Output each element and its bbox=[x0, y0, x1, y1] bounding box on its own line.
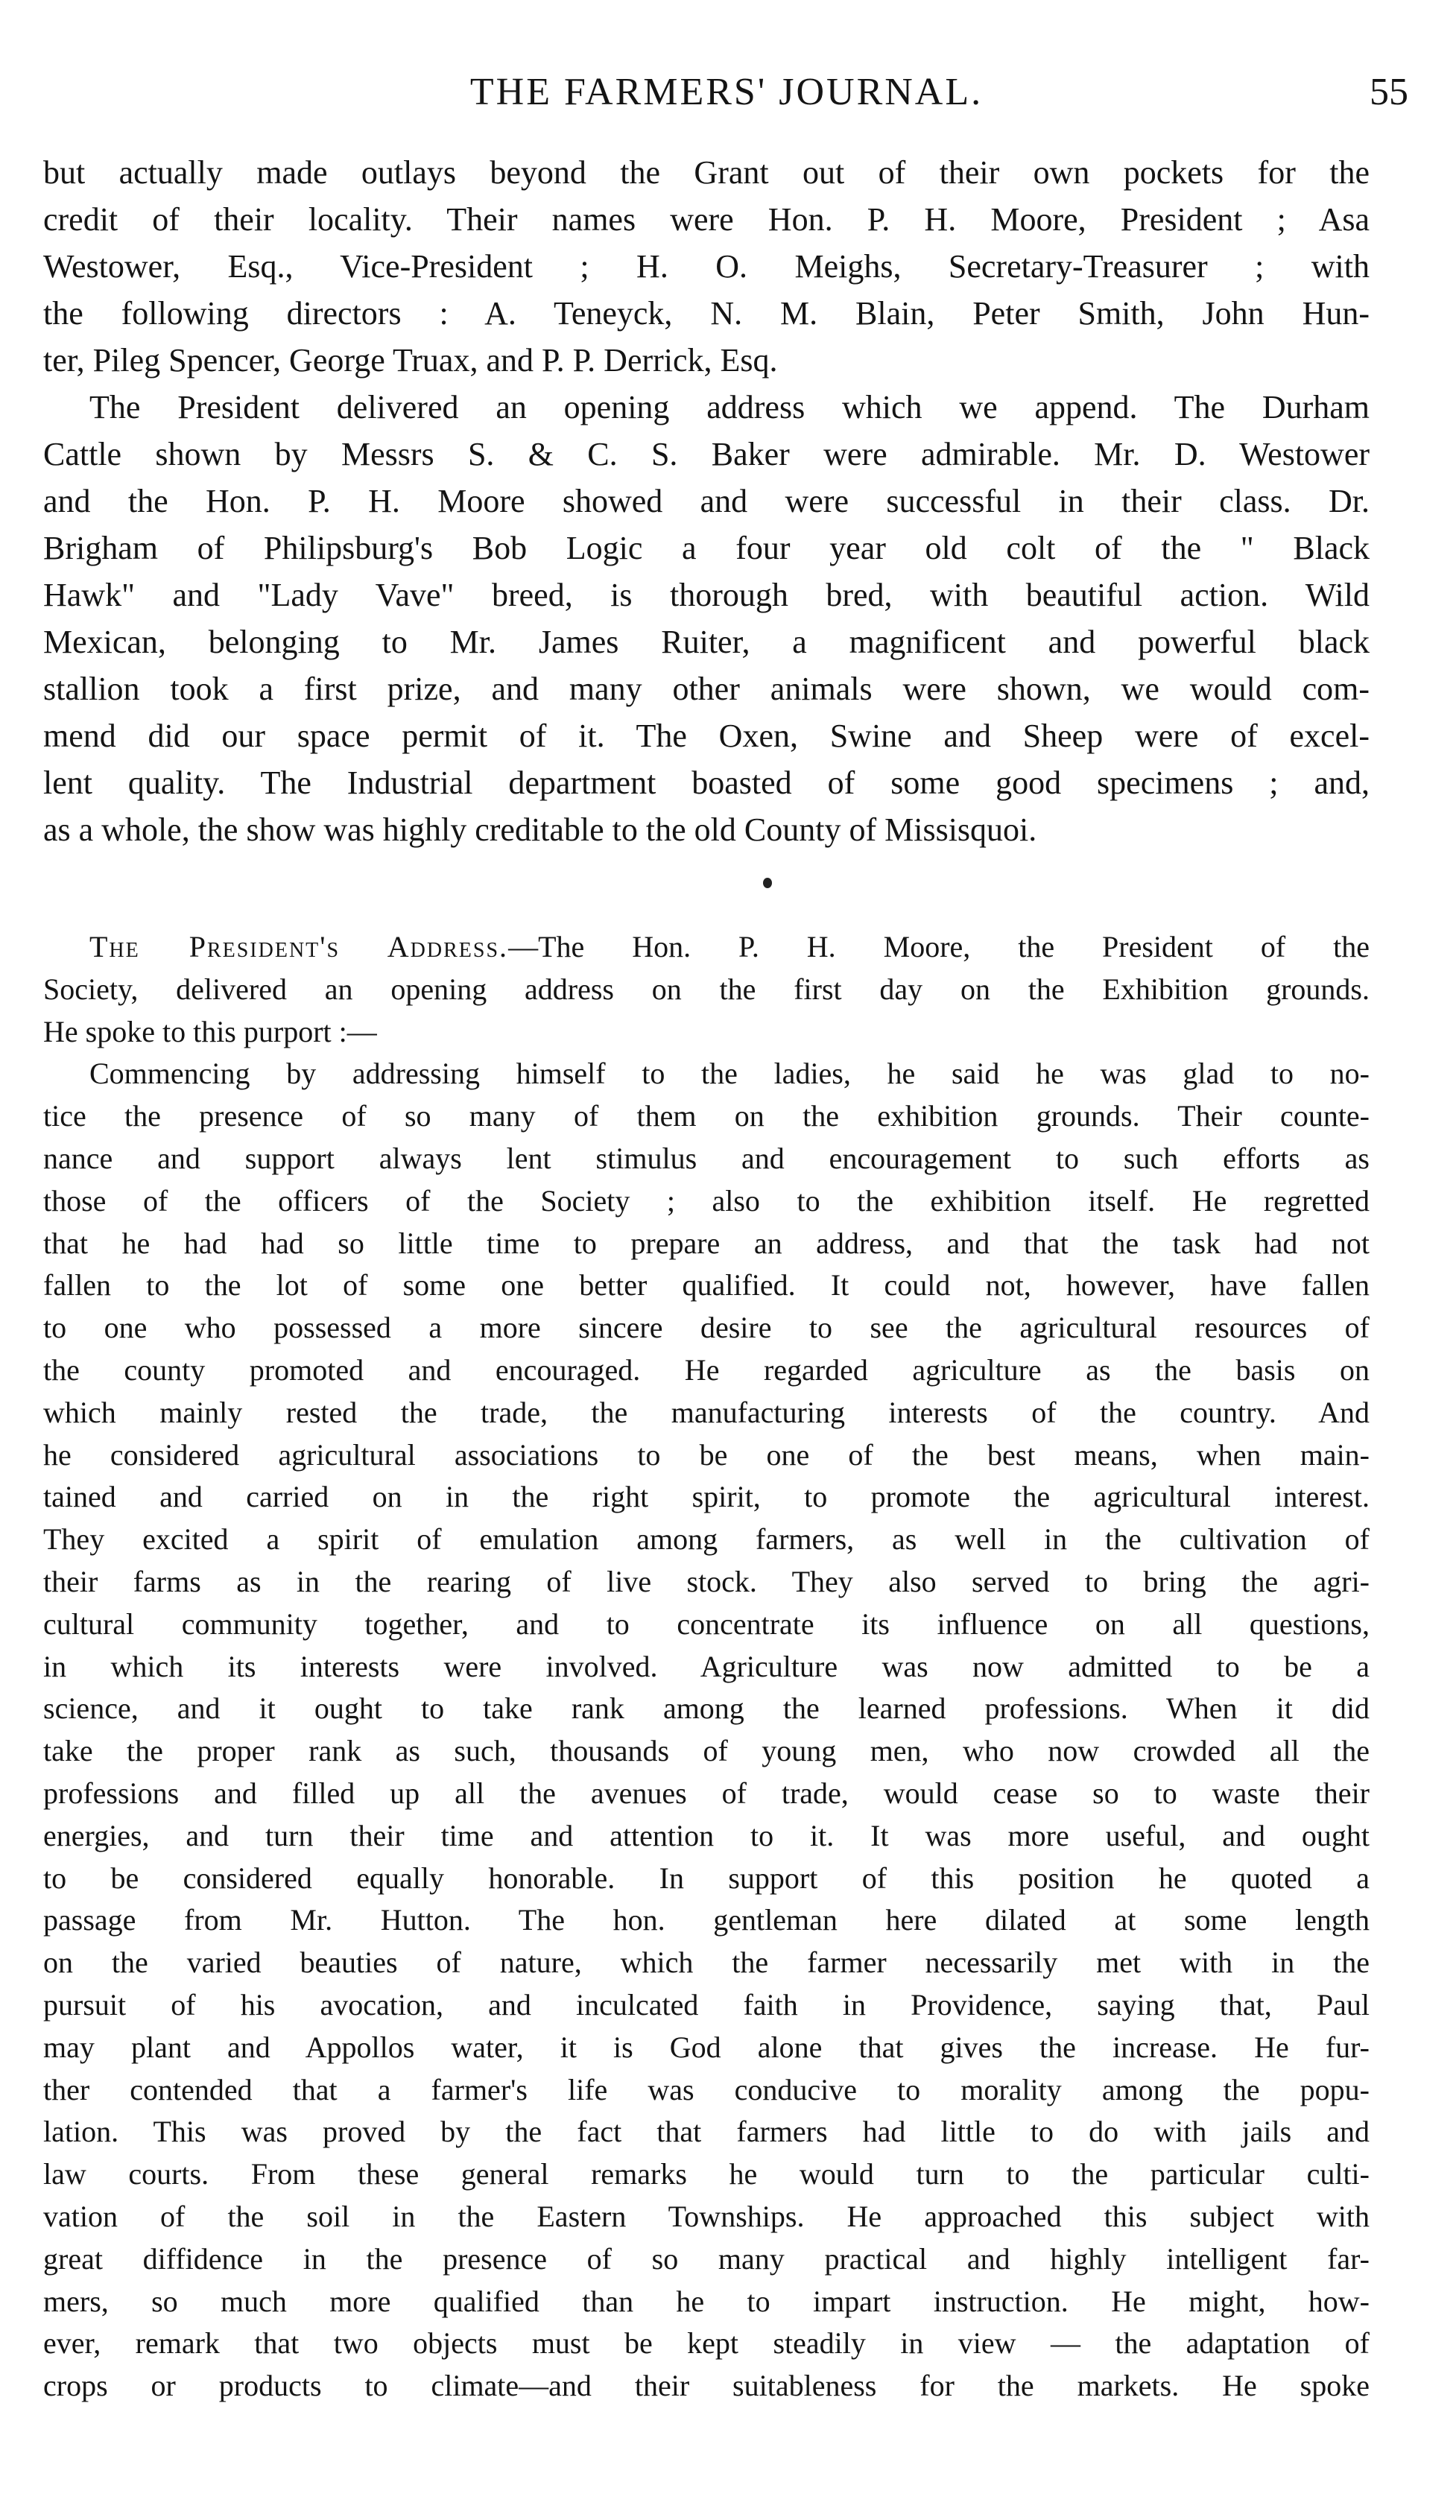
text-line: mend did our space permit of it. The Oxen, Swine and Sheep were of excel- bbox=[43, 718, 1370, 754]
presidents-address bbox=[43, 926, 1370, 2407]
text-line: pursuit of his avocation, and inculcated faith in Providence, saying that, Paul bbox=[43, 1987, 1370, 2022]
text-line: tice the presence of so many of them on the exhibition grounds. Their counte- bbox=[43, 1099, 1370, 1133]
text-line: Hawk" and "Lady Vave" breed, is thorough bred, with beautiful action. Wild bbox=[43, 577, 1370, 613]
text-line: but actually made outlays beyond the Grant out of their own pockets for the bbox=[43, 154, 1370, 191]
text-line: Commencing by addressing himself to the ladies, he said he was glad to no- bbox=[89, 1057, 1370, 1091]
text-line: credit of their locality. Their names were Hon. P. H. Moore, President ; Asa bbox=[43, 201, 1370, 238]
text-line: They excited a spirit of emulation among farmers, as well in the cultivation of bbox=[43, 1522, 1370, 1557]
text-line: in which its interests were involved. Agriculture was now admitted to be a bbox=[43, 1649, 1370, 1683]
text-line: tained and carried on in the right spirit, to promote the agricultural interest. bbox=[43, 1480, 1370, 1514]
text-line: Westower, Esq., Vice-President ; H. O. Meighs, Secretary-Treasurer ; with bbox=[43, 248, 1370, 285]
text-line: Cattle shown by Messrs S. & C. S. Baker were admirable. Mr. D. Westower bbox=[43, 436, 1370, 472]
text-line: that he had had so little time to prepare an address, and that the task had not bbox=[43, 1226, 1370, 1260]
exhibition-report bbox=[43, 149, 1370, 853]
page-number: 55 bbox=[1370, 71, 1408, 113]
text-line: those of the officers of the Society ; also to the exhibition itself. He regretted bbox=[43, 1183, 1370, 1218]
text-line: lation. This was proved by the fact that farmers had little to do with jails and bbox=[43, 2115, 1370, 2149]
text-line: The President delivered an opening address which we append. The Durham bbox=[89, 389, 1370, 425]
section-gap bbox=[43, 853, 1370, 926]
text-line: ther contended that a farmer's life was conducive to morality among the popu- bbox=[43, 2072, 1370, 2106]
text-line: He spoke to this purport :— bbox=[43, 1014, 377, 1048]
text-line: mers, so much more qualified than he to impart instruction. He might, how- bbox=[43, 2284, 1370, 2318]
text-line: Brigham of Philipsburg's Bob Logic a four year old colt of the " Black bbox=[43, 530, 1370, 566]
text-line: the following directors : A. Teneyck, N. M. Blain, Peter Smith, John Hun- bbox=[43, 295, 1370, 332]
text-line: lent quality. The Industrial department boasted of some good specimens ; and, bbox=[43, 764, 1370, 801]
text-line: take the proper rank as such, thousands of young men, who now crowded all the bbox=[43, 1734, 1370, 1768]
text-line: Mexican, belonging to Mr. James Ruiter, a magnificent and powerful black bbox=[43, 624, 1370, 660]
article-body bbox=[43, 149, 1370, 2407]
text-line: law courts. From these general remarks he would turn to the particular culti- bbox=[43, 2157, 1370, 2191]
text-line: energies, and turn their time and attention to it. It was more useful, and ought bbox=[43, 1818, 1370, 1852]
text-line: nance and support always lent stimulus and encouragement to such efforts as bbox=[43, 1141, 1370, 1175]
text-line: ever, remark that two objects must be kept steadily in view — the adaptation of bbox=[43, 2326, 1370, 2361]
text-line: their farms as in the rearing of live stock. They also served to bring the agri- bbox=[43, 1564, 1370, 1598]
running-title: THE FARMERS' JOURNAL. bbox=[469, 71, 984, 113]
text-line: to one who possessed a more sincere desire to see the agricultural resources of bbox=[43, 1311, 1370, 1345]
text-line: and the Hon. P. H. Moore showed and were successful in their class. Dr. bbox=[43, 483, 1370, 519]
text-line: professions and filled up all the avenues of trade, would cease so to waste their bbox=[43, 1776, 1370, 1810]
text-line: to be considered equally honorable. In support of this position he quoted a bbox=[43, 1861, 1370, 1895]
page-header bbox=[45, 66, 1408, 125]
text-line: as a whole, the show was highly creditable to the old County of Missisquoi. bbox=[43, 811, 1037, 848]
heading-continuation: —The Hon. P. H. Moore, the President of the bbox=[508, 930, 1370, 963]
text-line: may plant and Appollos water, it is God alone that gives the increase. He fur- bbox=[43, 2030, 1370, 2064]
text-line: vation of the soil in the Eastern Townships. He approached this subject with bbox=[43, 2199, 1370, 2233]
text-line: which mainly rested the trade, the manufacturing interests of the country. And bbox=[43, 1395, 1370, 1429]
text-line: fallen to the lot of some one better qualified. It could not, however, have fallen bbox=[43, 1268, 1370, 1302]
text-line: cultural community together, and to concentrate its influence on all questions, bbox=[43, 1606, 1370, 1641]
text-line: the county promoted and encouraged. He regarded agriculture as the basis on bbox=[43, 1352, 1370, 1387]
text-line: crops or products to climate—and their suitableness for the markets. He spoke bbox=[43, 2369, 1370, 2403]
text-line: Society, delivered an opening address on the first day on the Exhibition grounds. bbox=[43, 972, 1370, 1006]
section-heading: The President's Address. bbox=[89, 930, 509, 963]
text-line: stallion took a first prize, and many other animals were shown, we would com- bbox=[43, 671, 1370, 707]
text-line: science, and it ought to take rank among the learned professions. When it did bbox=[43, 1691, 1370, 1726]
text-line bbox=[43, 926, 1370, 969]
text-line: great diffidence in the presence of so many practical and highly intelligent far- bbox=[43, 2241, 1370, 2276]
text-line: he considered agricultural associations to be one of the best means, when main- bbox=[43, 1437, 1370, 1472]
section-divider-dot bbox=[763, 878, 772, 888]
text-line: passage from Mr. Hutton. The hon. gentleman here dilated at some length bbox=[43, 1903, 1370, 1937]
text-line: on the varied beauties of nature, which the farmer necessarily met with in the bbox=[43, 1946, 1370, 1980]
text-line: ter, Pileg Spencer, George Truax, and P. P. Derrick, Esq. bbox=[43, 342, 778, 379]
